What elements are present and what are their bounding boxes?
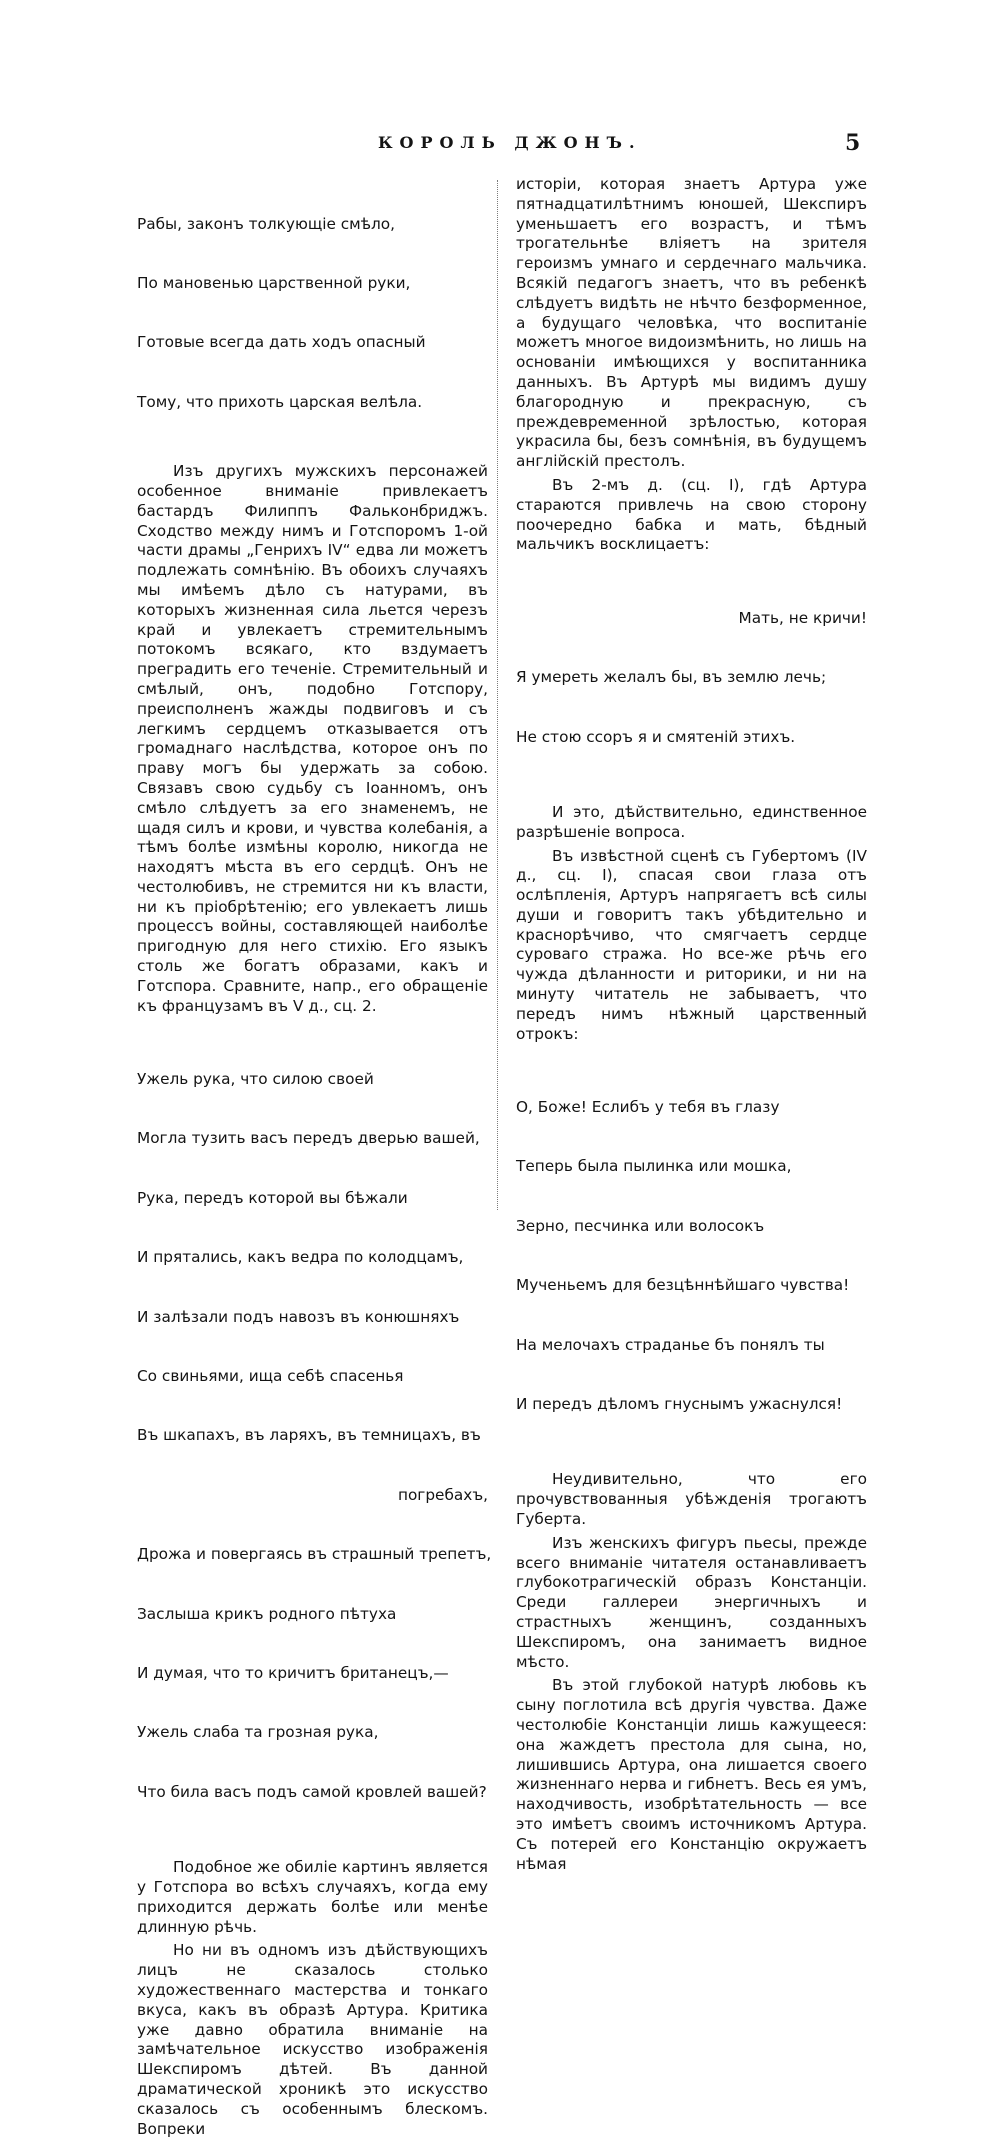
paragraph: исторіи, которая знаетъ Артура уже пятнадцатилѣтнимъ юношей, Шекспиръ уменьшаетъ его возрастъ, и тѣмъ трогательнѣе вліяетъ на зрителя героизмъ умнаго и сердечнаго мальчика. Всякій педагогъ знаетъ, что въ ребенкѣ слѣдуетъ видѣть не нѣчто безформенное, а будущаго человѣка, что воспитаніе можетъ многое видоизмѣнить, но лишь на основаніи имѣющихся у воспитанника данныхъ. Въ Артурѣ мы видимъ душу благородную и прекрасную, съ преждевременной зрѣлостью, которая украсила бы, безъ сомнѣнія, въ будущемъ англійскій престолъ. <box>516 175 867 471</box>
verse-line: Со свиньями, ища себѣ спасенья <box>137 1367 404 1386</box>
verse-line: Мученьемъ для безцѣннѣйшаго чувства! <box>516 1276 850 1295</box>
verse-block <box>137 1030 492 1842</box>
verse-line: О, Боже! Еслибъ у тебя въ глазу <box>516 1098 780 1117</box>
running-title: КОРОЛЬ ДЖОНЪ. <box>378 133 642 152</box>
verse-line: Готовые всегда дать ходъ опасный <box>137 333 426 352</box>
verse-line: Зерно, песчинка или волосокъ <box>516 1216 765 1235</box>
verse-block <box>137 175 488 452</box>
verse-line: Дрожа и повергаясь въ страшный трепетъ, <box>137 1545 492 1564</box>
verse-line: Теперь была пылинка или мошка, <box>516 1157 792 1176</box>
verse-block <box>516 569 867 787</box>
verse-line: Не стою ссоръ я и смятеній этихъ. <box>516 727 796 746</box>
verse-line: Рука, передъ которой вы бѣжали <box>137 1188 408 1207</box>
verse-line: И думая, что то кричитъ британецъ,— <box>137 1663 449 1682</box>
paragraph: Неудивительно, что его прочувствованныя убѣжденія трогаютъ Губерта. <box>516 1470 867 1528</box>
verse-line: Заслыша крикъ родного пѣтуха <box>137 1604 397 1623</box>
paragraph: Въ 2-мъ д. (сц. I), гдѣ Артура стараются привлечь на свою сторону поочередно бабка и мать, бѣдный мальчикъ восклицаетъ: <box>516 475 867 554</box>
paragraph: Изъ женскихъ фигуръ пьесы, прежде всего вниманіе читателя останавливаетъ глубокотрагическій образъ Констанціи. Среди галлереи энергичныхъ и страстныхъ женщинъ, созданныхъ Шекспиромъ, она занимаетъ видное мѣсто. <box>516 1533 867 1671</box>
verse-line: И залѣзали подъ навозъ въ конюшняхъ <box>137 1307 460 1326</box>
verse-line: Ужель слаба та грозная рука, <box>137 1723 379 1742</box>
page-number: 5 <box>845 130 861 156</box>
verse-line: Мать, не кричи! <box>738 608 867 627</box>
left-column <box>137 175 492 2143</box>
verse-line: По мановенью царственной руки, <box>137 273 411 292</box>
verse-block <box>516 1058 867 1454</box>
verse-line: Могла тузить васъ передъ дверью вашей, <box>137 1129 480 1148</box>
verse-line: Ужель рука, что силою своей <box>137 1070 374 1089</box>
paragraph: Но ни въ одномъ изъ дѣйствующихъ лицъ не сказалось столько художественнаго мастерства и тонкаго вкуса, какъ въ образѣ Артура. Критика уже давно обратила вниманіе на замѣчательное искусство изображенія Шекспиромъ дѣтей. Въ данной драматической хроникѣ это искусство сказалось съ особеннымъ блескомъ. Вопреки <box>137 1941 488 2138</box>
verse-line: Я умереть желалъ бы, въ землю лечь; <box>516 668 827 687</box>
paragraph: Въ извѣстной сценѣ съ Губертомъ (IV д., сц. I), спасая свои глаза отъ ослѣпленія, Артуръ напрягаетъ всѣ силы души и говоритъ такъ убѣдительно и краснорѣчиво, что смягчаетъ сердце суроваго стража. Но все-же рѣчь его чужда дѣланности и риторики, и ни на минуту читатель не забываетъ, что передъ нимъ нѣжный царственный отрокъ: <box>516 846 867 1043</box>
column-divider <box>497 180 498 1210</box>
verse-line: На мелочахъ страданье бъ понялъ ты <box>516 1335 825 1354</box>
paragraph: И это, дѣйствительно, единственное разрѣшеніе вопроса. <box>516 802 867 841</box>
paragraph: Подобное же обиліе картинъ является у Готспора во всѣхъ случаяхъ, когда ему приходится держать болѣе или менѣе длинную рѣчь. <box>137 1858 488 1936</box>
page-header <box>0 130 1000 157</box>
paragraph: Въ этой глубокой натурѣ любовь къ сыну поглотила всѣ другія чувства. Даже честолюбіе Констанціи лишь кажущееся: она жаждетъ престола для сына, но, лишившись Артура, она лишается своего жизненнаго нерва и гибнетъ. Весь ея умъ, находчивость, изобрѣтательность — все это имѣетъ своимъ источникомъ Артура. Съ потерей его Констанцію окружаетъ нѣмая <box>516 1676 867 1873</box>
verse-line: И прятались, какъ ведра по колодцамъ, <box>137 1248 464 1267</box>
paragraph: Изъ другихъ мужскихъ персонажей особенное вниманіе привлекаетъ бастардъ Филиппъ Фальконбриджъ. Сходство между нимъ и Готспоромъ 1-ой части драмы „Генрихъ IV“ едва ли можетъ подлежать сомнѣнію. Въ обоихъ случаяхъ мы имѣемъ дѣло съ натурами, въ которыхъ жизненная сила льется черезъ край и увлекаетъ стремительнымъ потокомъ всякаго, кто вздумаетъ преградить его теченіе. Стремительный и смѣлый, онъ, подобно Готспору, преисполненъ жажды подвиговъ и съ легкимъ сердцемъ отказывается отъ громаднаго наслѣдства, которое онъ по праву могъ бы удержать за собою. Связавъ свою судьбу съ Іоанномъ, онъ смѣло слѣдуетъ за его знаменемъ, не щадя силъ и крови, и чувства колебанія, а тѣмъ болѣе измѣны королю, никогда не находятъ мѣста въ его сердцѣ. Онъ не честолюбивъ, не стремится ни къ власти, ни къ пріобрѣтенію; его увлекаетъ лишь процессъ войны, составляющей наиболѣе пригодную для него стихію. Его языкъ столь же богатъ образами, какъ и Готспора. Сравните, напр., его обращеніе къ французамъ въ V д., сц. 2. <box>137 462 488 1015</box>
verse-line: Рабы, законъ толкующіе смѣло, <box>137 214 395 233</box>
verse-line: Тому, что прихоть царская велѣла. <box>137 392 423 411</box>
verse-line: Что била васъ подъ самой кровлей вашей? <box>137 1782 487 1801</box>
verse-line: И передъ дѣломъ гнуснымъ ужаснулся! <box>516 1395 843 1414</box>
verse-line: погребахъ, <box>397 1485 488 1504</box>
verse-line: Въ шкапахъ, въ ларяхъ, въ темницахъ, въ <box>137 1426 481 1445</box>
right-column <box>516 175 867 1878</box>
